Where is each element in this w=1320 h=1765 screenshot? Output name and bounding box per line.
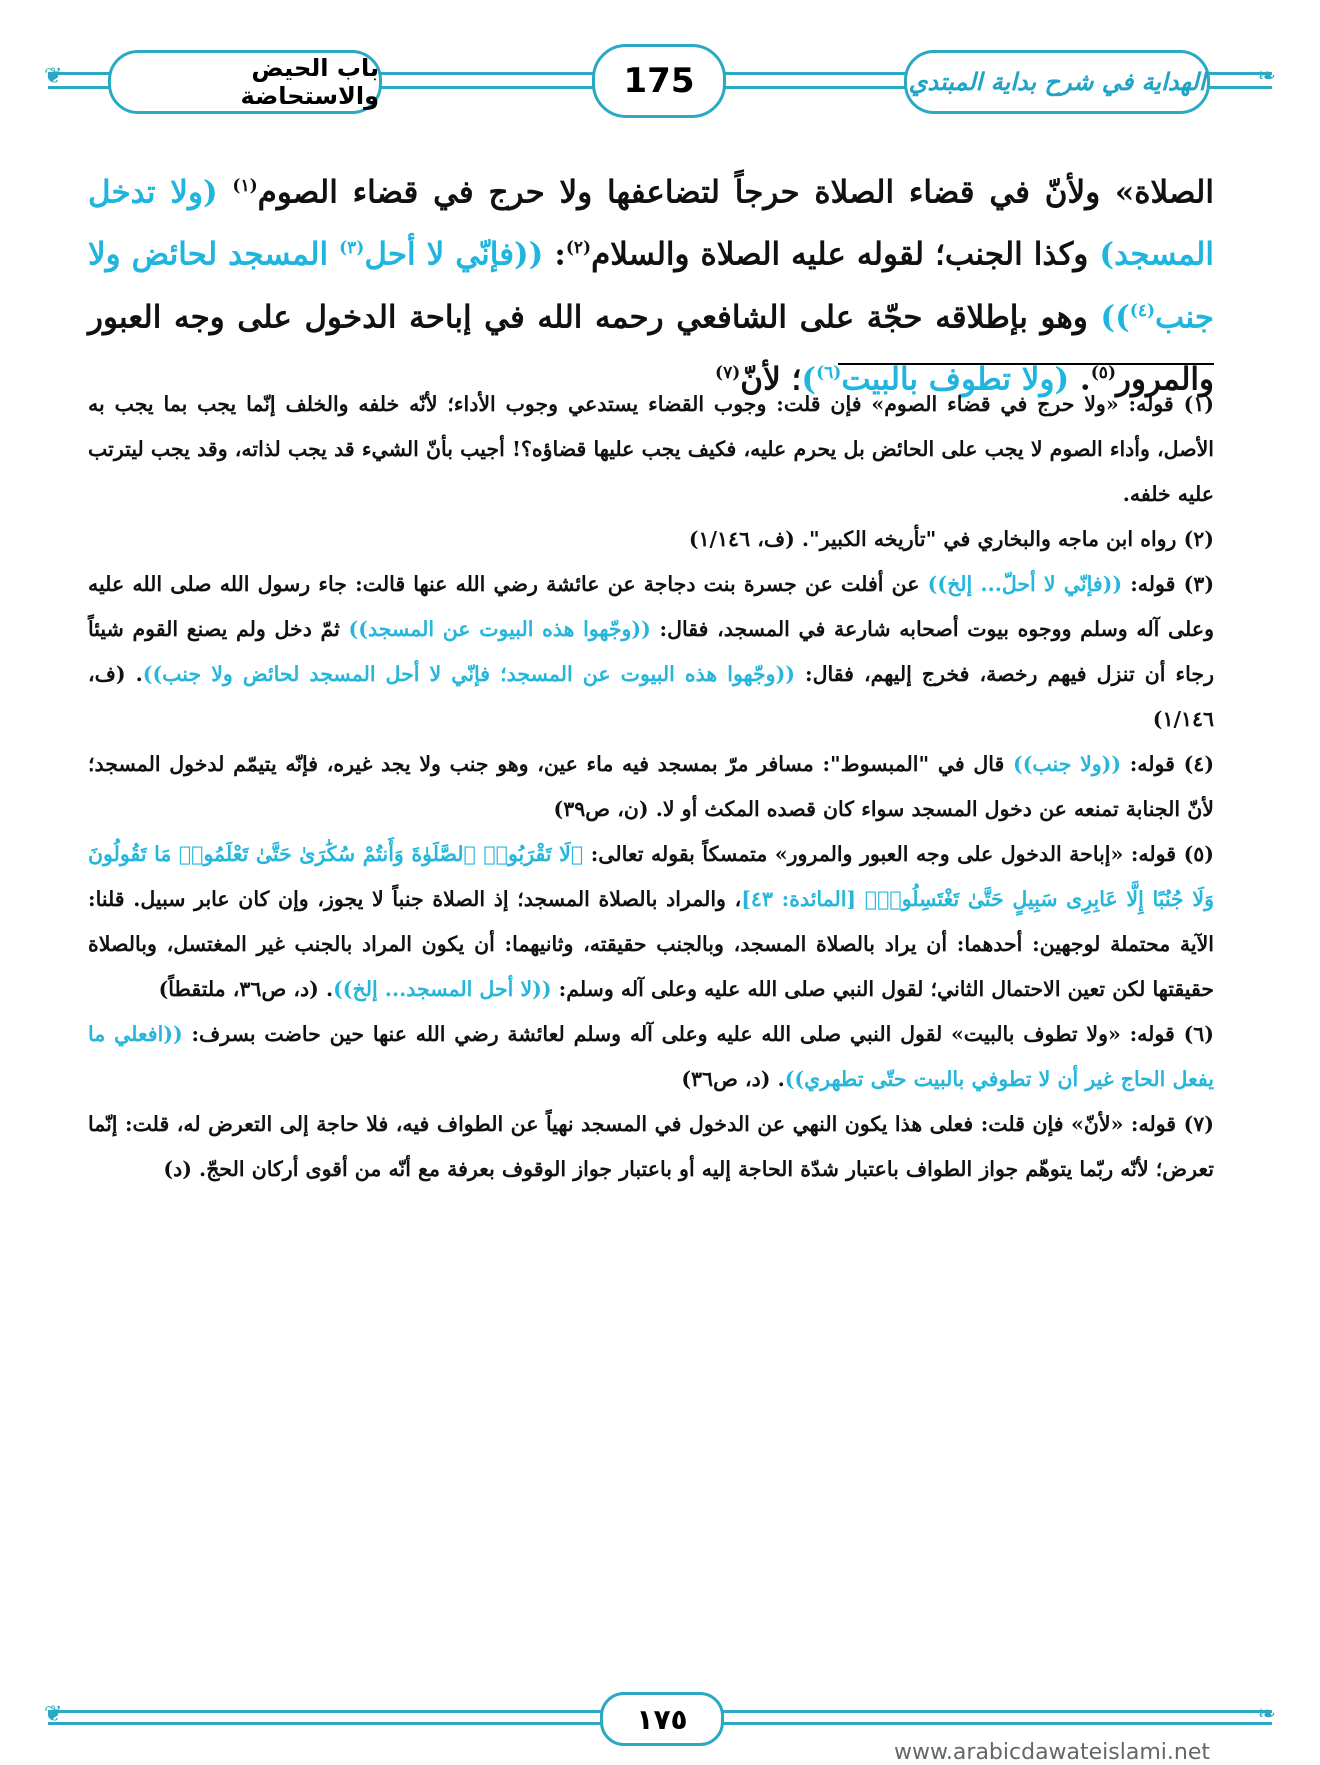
- footnote-separator: [838, 363, 1214, 365]
- header-ornament-left-icon: ❦: [44, 64, 63, 89]
- footnote-5: [88, 832, 1214, 1012]
- page-number-bottom: ١٧٥: [600, 1692, 724, 1746]
- footer-ornament-left-icon: ❦: [44, 1702, 63, 1727]
- footnote-segment: ((لا أحل المسجد... إلخ)): [333, 977, 552, 1001]
- book-title: الهداية في شرح بداية المبتدي: [904, 50, 1210, 114]
- main-text-segment: (٦): [816, 362, 842, 383]
- main-text: [88, 158, 1214, 407]
- main-text-segment: (ولا تدخل المسجد): [88, 174, 1214, 273]
- main-text-segment: :: [543, 236, 566, 273]
- footer-ornament-right-icon: ❧: [1257, 1702, 1276, 1727]
- main-text-segment: المسجد لحائض ولا جنب: [88, 236, 1214, 335]
- footnote-4: [88, 742, 1214, 832]
- footnote-segment: ثمّ دخل ولم يصنع القوم شيئاً رجاء أن تنزل فيهم رخصة، فخرج إليهم، فقال:: [88, 617, 1215, 686]
- footnote-segment: ((فإنّي لا أحلّ... إلخ)): [927, 572, 1123, 596]
- main-text-segment: (٥): [1090, 362, 1116, 383]
- main-text-segment: (٣): [339, 238, 365, 259]
- main-text-segment: (٢): [565, 238, 592, 259]
- footnote-segment: عن أفلت عن جسرة بنت دجاجة عن عائشة رضي الله عنها قالت: جاء رسول الله صلى الله عليه وعلى آله وسلم ووجوه بيوت أصحابه شارعة في المسجد، فقال:: [88, 572, 1214, 641]
- main-text-segment: ((فإنّي لا أحل: [364, 236, 544, 273]
- main-text-segment: (٧): [715, 362, 741, 383]
- footnote-segment: . (ف، ١/١٤٦): [88, 662, 1214, 731]
- footnote-segment: (٧) قوله: «لأنّ» فإن قلت: فعلى هذا يكون النهي عن الدخول في المسجد نهياً عن الطواف فيه، فلا حاجة إلى التعرض له، قلت: إنّما تعرض؛ لأنّه ربّما يتوهّم جواز الطواف باعتبار شدّة الحاجة إليه أو باعتبار جواز الوقوف بعرفة مع أنّه من أقوى أركان الحجّ. (د): [88, 1112, 1214, 1181]
- header-ornament-right-icon: ❧: [1257, 64, 1276, 89]
- footnote-7: [88, 1102, 1214, 1192]
- main-text-segment: ): [801, 361, 817, 398]
- main-text-segment: الصلاة» ولأنّ في قضاء الصلاة حرجاً لتضاعفها ولا حرج في قضاء الصوم: [257, 174, 1214, 211]
- main-text-segment: .: [1069, 361, 1091, 398]
- footnote-segment: . (د، ص٣٦، ملتقطاً): [158, 977, 334, 1001]
- main-text-segment: وكذا الجنب؛ لقوله عليه الصلاة والسلام: [591, 236, 1089, 273]
- footnote-6: [88, 1012, 1214, 1102]
- footnote-segment: ﴿لَا تَقْرَبُوا۟ ٱلصَّلَوٰةَ وَأَنتُمْ سُكَٰرَىٰ حَتَّىٰ تَعْلَمُوا۟ مَا تَقُولُونَ وَلَا جُنُبًا إِلَّا عَابِرِى سَبِيلٍ حَتَّىٰ تَغْتَسِلُوا۟﴾ [المائدة: ٤٣]: [88, 842, 1214, 911]
- main-text-segment: ؛ لأنّ: [740, 361, 802, 398]
- footnotes: [88, 382, 1214, 1192]
- footnote-segment: ، والمراد بالصلاة المسجد؛ إذ الصلاة جنباً لا يجوز، وإن كان عابر سبيل. قلنا: الآية محتملة لوجهين: أحدهما: أن يراد بالصلاة المسجد، وبالجنب حقيقته، وثانيهما: أن يكون المراد بالجنب غير المغتسل، وبالصلاة حقيقتها لكن تعين الاحتمال الثاني؛ لقول النبي صلى الله عليه وعلى آله وسلم:: [88, 887, 1214, 1001]
- footnote-1: [88, 382, 1214, 517]
- footnote-segment: قال في "المبسوط": مسافر مرّ بمسجد فيه ماء عين، وهو جنب ولا يجد غيره، فإنّه يتيمّم لدخول المسجد؛ لأنّ الجنابة تمنعه عن دخول المسجد سواء كان قصده المكث أو لا. (ن، ص٣٩): [88, 752, 1214, 821]
- website-url[interactable]: www.arabicdawateislami.net: [893, 1740, 1210, 1765]
- footnote-segment: ((وجّهوا هذه البيوت عن المسجد)): [348, 617, 651, 641]
- footnote-segment: (٢) رواه ابن ماجه والبخاري في "تأريخه الكبير". (ف، ١/١٤٦): [688, 527, 1214, 551]
- footnote-segment: ((افعلي ما يفعل الحاج غير أن لا تطوفي بالبيت حتّى تطهري)): [88, 1022, 1214, 1091]
- footnote-segment: (٥) قوله: «إباحة الدخول على وجه العبور والمرور» متمسكاً بقوله تعالى:: [583, 842, 1214, 866]
- footnote-segment: . (د، ص٣٦): [681, 1067, 785, 1091]
- footnote-segment: (٣) قوله:: [1122, 572, 1215, 596]
- footnote-segment: (٤) قوله:: [1121, 752, 1215, 776]
- footnote-segment: ((ولا جنب)): [1013, 752, 1122, 776]
- main-text-segment: (ولا تطوف بالبيت: [841, 361, 1070, 398]
- footnote-segment: (٦) قوله: «ولا تطوف بالبيت» لقول النبي صلى الله عليه وعلى آله وسلم لعائشة رضي الله عنها حين حاضت بسرف:: [182, 1022, 1214, 1046]
- footnote-segment: ((وجّهوا هذه البيوت عن المسجد؛ فإنّي لا أحل المسجد لحائض ولا جنب)): [142, 662, 795, 686]
- main-text-segment: وهو بإطلاقه حجّة على الشافعي رحمه الله في إباحة الدخول على وجه العبور والمرور: [88, 298, 1214, 398]
- chapter-title: باب الحيض والاستحاضة: [108, 50, 382, 114]
- footnote-3: [88, 562, 1214, 742]
- footnote-segment: فإن قلت: وجوب القضاء يستدعي وجوب الأداء؛ لأنّه خلفه والخلف إنّما يجب بما يجب به الأصل، وأداء الصوم لا يجب على الحائض بل يحرم عليه، فكيف يجب عليها قضاؤه؟! أجيب بأنّ الشيء قد يجب لذاته، وقد يجب ليترتب عليه خلفه.: [88, 392, 1214, 506]
- main-text-segment: (١): [232, 176, 258, 196]
- main-text-segment: (٤): [1129, 300, 1156, 321]
- footnote-segment: (١) قوله: «ولا حرج في قضاء الصوم»: [861, 392, 1214, 416]
- page-number-top: 175: [592, 44, 726, 118]
- main-text-segment: )): [1087, 298, 1130, 335]
- footnote-2: [88, 517, 1214, 562]
